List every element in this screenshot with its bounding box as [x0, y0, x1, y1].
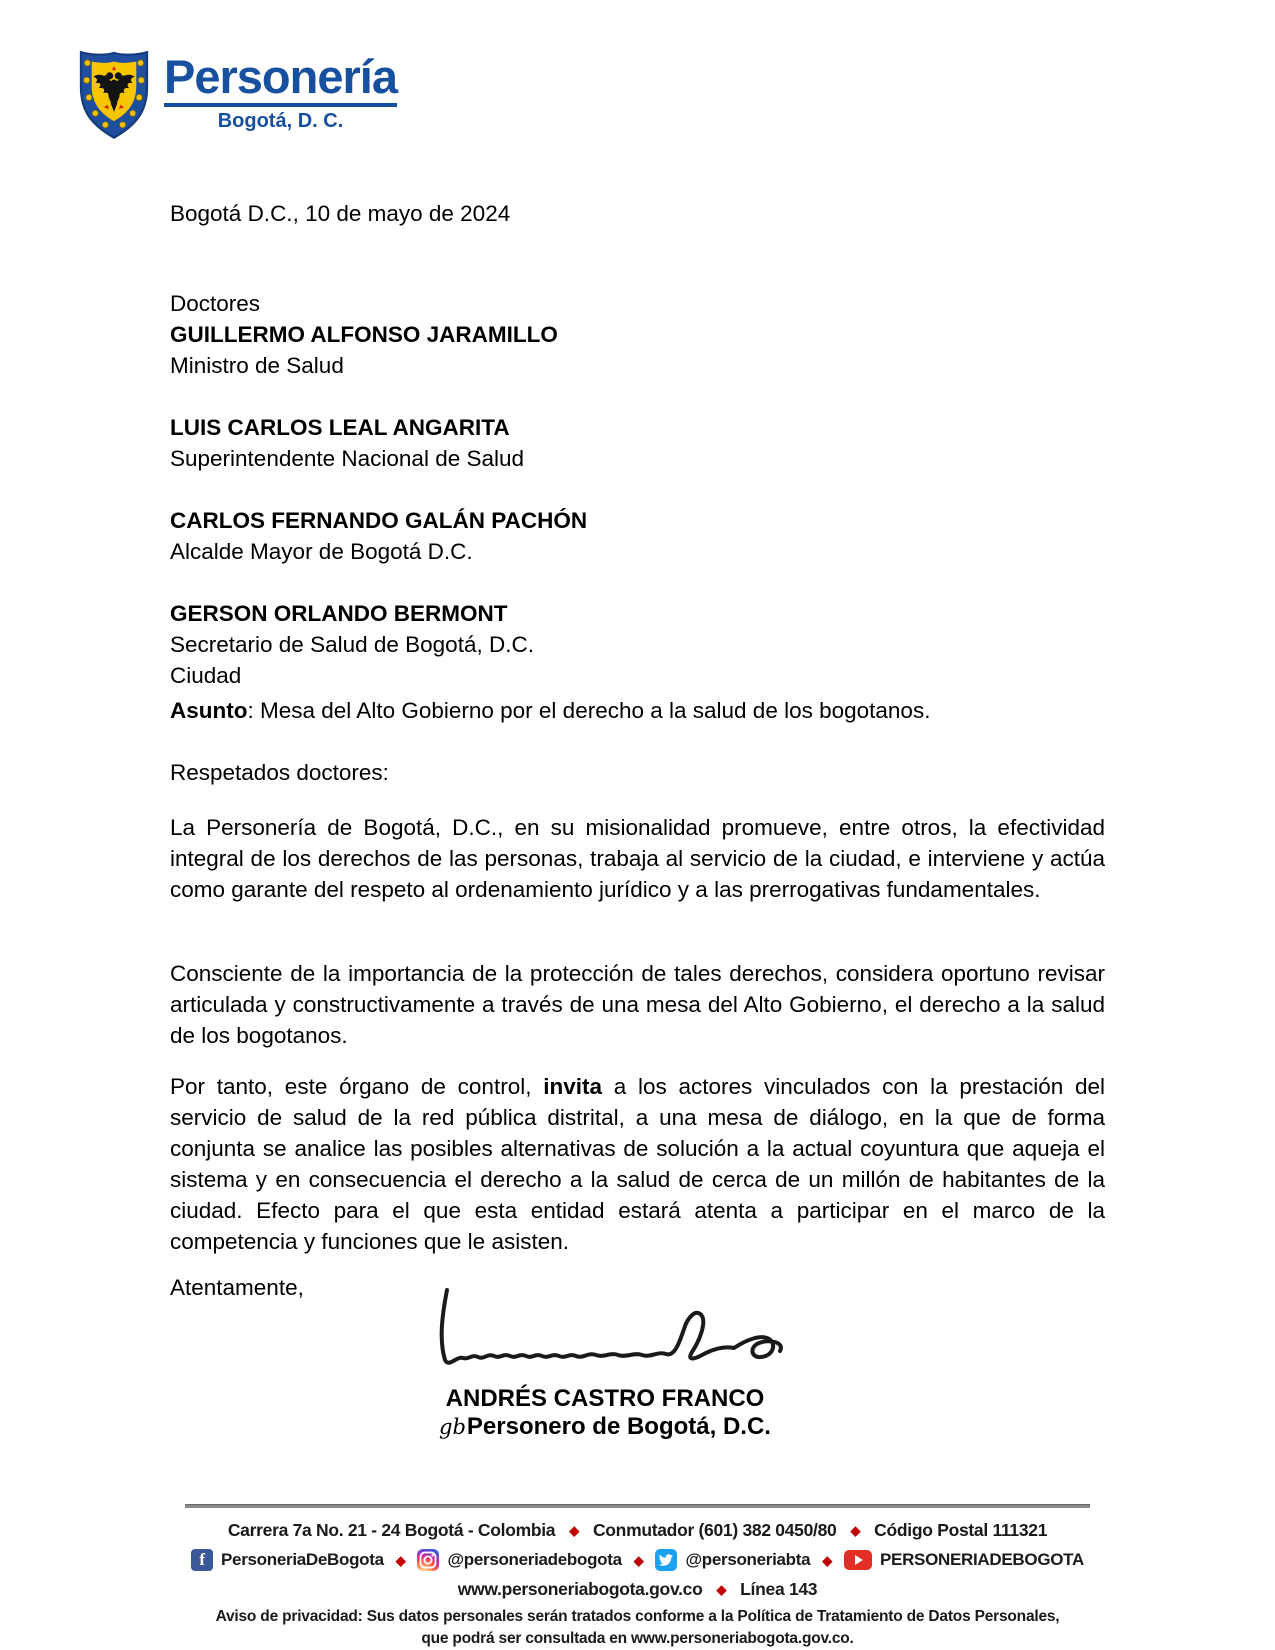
body-paragraph-3 [170, 1071, 1105, 1257]
facebook-icon: f [191, 1549, 213, 1571]
logo-sublabel: Bogotá, D. C. [217, 110, 344, 133]
instagram-handle: @personeriadebogota [447, 1550, 622, 1569]
privacy-notice [85, 1606, 1190, 1650]
subject-text: : Mesa del Alto Gobierno por el derecho a la salud de los bogotanos. [247, 698, 931, 723]
twitter-handle: @personeriabta [685, 1550, 811, 1569]
para3-text: Por tanto, este órgano de control, [170, 1074, 544, 1099]
recipient-name: CARLOS FERNANDO GALÁN PACHÓN [170, 508, 588, 533]
personeria-logo [78, 50, 397, 142]
twitter-icon [655, 1549, 677, 1571]
youtube-icon [844, 1550, 872, 1570]
diamond-separator-icon: ◆ [850, 1523, 861, 1538]
facebook-handle: PersoneriaDeBogota [221, 1550, 384, 1569]
logo-wordmark: Personería [164, 52, 397, 107]
recipient-title: Alcalde Mayor de Bogotá D.C. [170, 539, 473, 564]
recipients-block [170, 288, 1105, 691]
diamond-separator-icon: ◆ [822, 1552, 832, 1568]
greeting-line: Respetados doctores: [170, 760, 389, 785]
instagram-icon [417, 1549, 439, 1571]
twitter-item [655, 1549, 810, 1571]
recipients-salutation: Doctores [170, 291, 261, 316]
body-paragraph-1: La Personería de Bogotá, D.C., en su misionalidad promueve, entre otros, la efectividad integral de los derechos de las personas, trabaja al servicio de la ciudad, e interviene y actúa como garante del respeto al ordenamiento jurídico y a las prerrogativas fundamentales. [170, 815, 1105, 902]
facebook-item [191, 1549, 384, 1571]
recipient-title: Ministro de Salud [170, 353, 344, 378]
footer-divider [185, 1504, 1090, 1508]
recipient-name: LUIS CARLOS LEAL ANGARITA [170, 415, 510, 440]
youtube-handle: PERSONERIADEBOGOTA [880, 1550, 1084, 1569]
recipient-city: Ciudad [170, 663, 242, 688]
footer-postal-code: Código Postal 111321 [874, 1520, 1048, 1540]
footer-phone-line: Línea 143 [740, 1579, 818, 1599]
instagram-item [417, 1549, 621, 1571]
signer-name: ANDRÉS CASTRO FRANCO [445, 1385, 765, 1412]
footer-social-line [85, 1549, 1190, 1571]
para3-text: a los actores vinculados con la prestación del servicio de salud de la red pública distrital, a una mesa de diálogo, en la que de forma conjunta se analice las posibles alternativas de solución a la actual coyuntura que aqueja el sistema y en consecuencia el derecho a la salud de cerca de un millón de habitantes de la ciudad. Efecto para el que esta entidad estará atenta a participar en el marco de la competencia y funciones que le asisten. [170, 1074, 1105, 1254]
footer-contact-line [85, 1520, 1190, 1541]
handwritten-signature [415, 1282, 805, 1388]
signer-monogram: gb [439, 1415, 466, 1439]
footer-address: Carrera 7a No. 21 - 24 Bogotá - Colombia [227, 1520, 556, 1540]
privacy-line-1: Aviso de privacidad: Sus datos personales serán tratados conforme a la Política de Tratamiento de Datos Personales, [215, 1608, 1060, 1625]
bogota-coat-of-arms-icon [78, 50, 150, 142]
para3-bold-word: invita [543, 1074, 602, 1099]
recipient-title: Secretario de Salud de Bogotá, D.C. [170, 632, 534, 657]
diamond-separator-icon: ◆ [395, 1552, 406, 1568]
youtube-item [844, 1550, 1084, 1570]
subject-label: Asunto [170, 698, 248, 723]
diamond-separator-icon: ◆ [633, 1552, 644, 1568]
body-paragraph-2: Consciente de la importancia de la protección de tales derechos, considera oportuno revisar articulada y constructivamente a través de una mesa del Alto Gobierno, el derecho a la salud de los bogotanos. [170, 961, 1105, 1048]
recipient-name: GERSON ORLANDO BERMONT [170, 601, 508, 626]
closing-line: Atentamente, [170, 1275, 304, 1300]
footer-phone: Conmutador (601) 382 0450/80 [592, 1520, 837, 1540]
recipient-name: GUILLERMO ALFONSO JARAMILLO [170, 322, 558, 347]
footer-web-line [85, 1579, 1190, 1600]
subject-line [170, 695, 1105, 726]
letter-date: Bogotá D.C., 10 de mayo de 2024 [170, 201, 511, 226]
recipient-title: Superintendente Nacional de Salud [170, 446, 525, 471]
footer-website: www.personeriabogota.gov.co [457, 1579, 703, 1599]
signer-title-text: Personero de Bogotá, D.C. [466, 1413, 771, 1440]
privacy-line-2: que podrá ser consultada en www.personeriabogota.gov.co. [421, 1630, 854, 1647]
signer-title [355, 1412, 855, 1442]
diamond-separator-icon: ◆ [716, 1582, 727, 1597]
diamond-separator-icon: ◆ [569, 1523, 579, 1538]
